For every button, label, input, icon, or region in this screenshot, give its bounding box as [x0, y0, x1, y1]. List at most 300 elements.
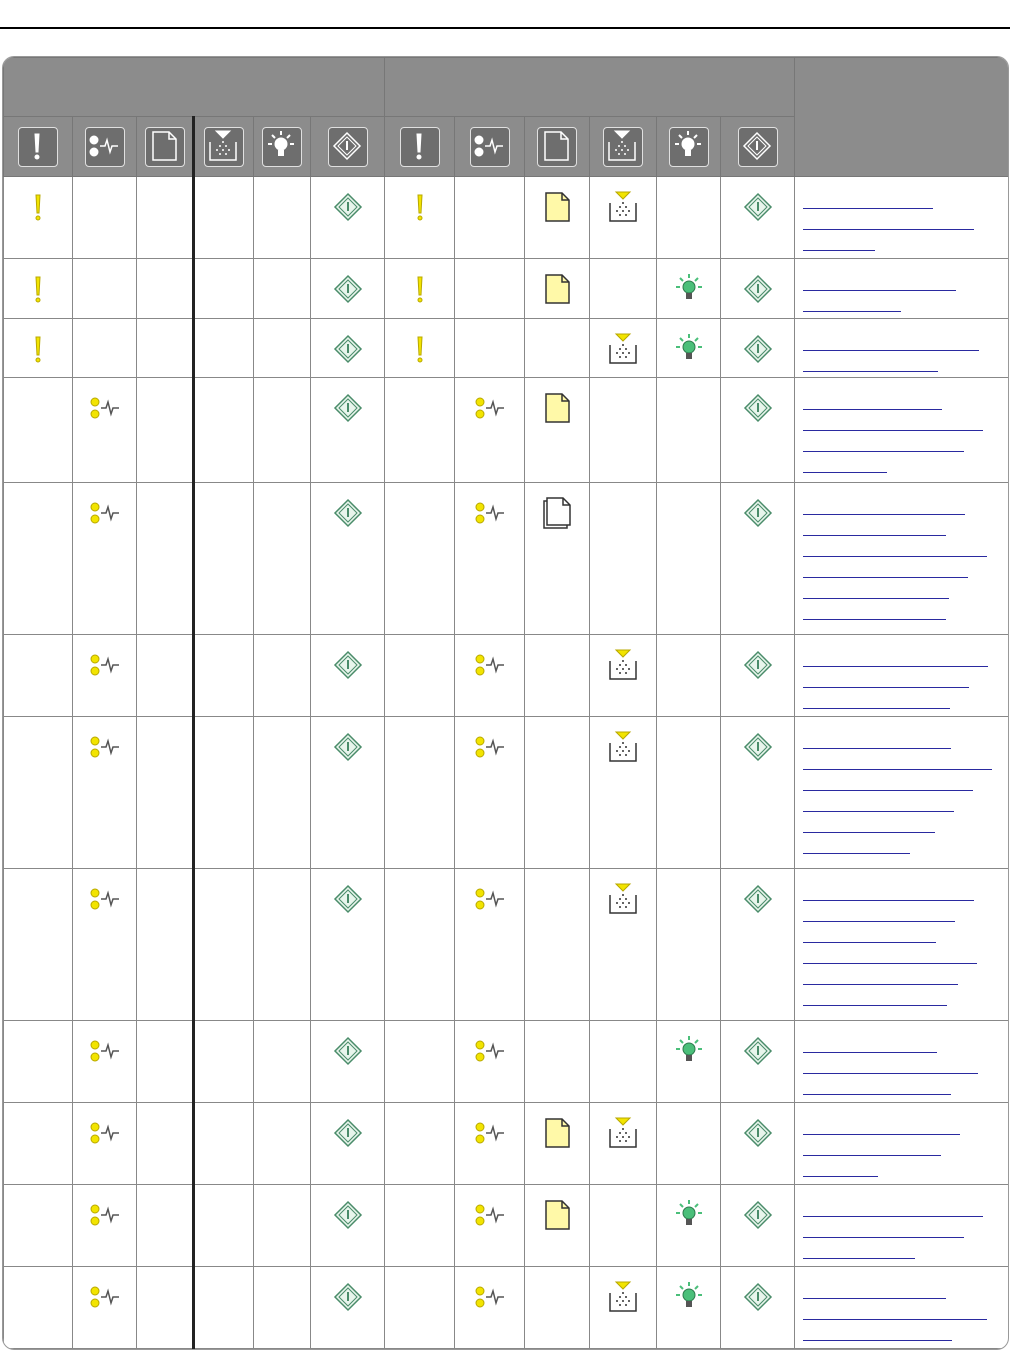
light-cell — [385, 177, 455, 259]
header-left-error-cell — [73, 117, 137, 177]
light-cell — [525, 1021, 590, 1103]
light-cell — [254, 1267, 311, 1349]
error-icon — [87, 1197, 123, 1238]
light-cell — [254, 635, 311, 717]
light-cell — [73, 483, 137, 635]
light-icon — [671, 1033, 707, 1074]
light-cell — [590, 1185, 657, 1267]
light-cell — [254, 378, 311, 483]
hyperlink-line[interactable] — [803, 409, 983, 431]
description-link-cell[interactable] — [795, 259, 1009, 319]
light-cell — [455, 177, 525, 259]
light-cell — [194, 1103, 254, 1185]
toner-icon — [204, 127, 244, 167]
light-cell — [657, 1267, 721, 1349]
hyperlink-line[interactable] — [803, 1298, 987, 1320]
error-icon — [87, 1033, 123, 1074]
alert-icon — [20, 271, 56, 312]
light-cell — [525, 378, 590, 483]
light-cell — [657, 1185, 721, 1267]
light-cell — [385, 1103, 455, 1185]
header-left-paper-cell — [137, 117, 194, 177]
light-cell — [657, 259, 721, 319]
alert-icon — [402, 271, 438, 312]
light-cell — [385, 1267, 455, 1349]
light-cell — [721, 259, 795, 319]
description-link-cell[interactable] — [795, 319, 1009, 378]
light-cell — [4, 869, 73, 1021]
header-right-toner-cell — [590, 117, 657, 177]
light-cell — [194, 319, 254, 378]
paper-icon — [145, 127, 185, 167]
hyperlink-line[interactable] — [803, 1113, 960, 1135]
hyperlink-line[interactable] — [803, 832, 910, 854]
paper-icon — [537, 127, 577, 167]
light-cell — [385, 1021, 455, 1103]
light-cell — [137, 717, 194, 869]
light-cell — [721, 378, 795, 483]
light-cell — [254, 1021, 311, 1103]
power-icon — [740, 390, 776, 431]
light-cell — [4, 1185, 73, 1267]
light-cell — [73, 869, 137, 1021]
light-cell — [194, 635, 254, 717]
header-group-right — [385, 58, 795, 117]
hyperlink-line[interactable] — [803, 556, 968, 578]
error-icon — [472, 390, 508, 431]
light-cell — [137, 869, 194, 1021]
light-cell — [254, 177, 311, 259]
light-cell — [455, 1267, 525, 1349]
light-cell — [525, 483, 590, 635]
power-icon — [740, 331, 776, 372]
description-link-cell[interactable] — [795, 1267, 1009, 1349]
light-cell — [590, 717, 657, 869]
light-cell — [137, 259, 194, 319]
light-cell — [590, 1103, 657, 1185]
paper-icon — [539, 271, 575, 312]
error-icon — [472, 495, 508, 536]
hyperlink-line[interactable] — [803, 963, 958, 985]
light-cell — [590, 319, 657, 378]
light-icon — [671, 1279, 707, 1320]
hyperlink-line[interactable] — [803, 666, 969, 688]
alert-icon — [20, 331, 56, 372]
description-link-cell[interactable] — [795, 483, 1009, 635]
toner-icon — [605, 1279, 641, 1320]
hyperlink-line[interactable] — [803, 229, 875, 251]
light-cell — [721, 1021, 795, 1103]
light-cell — [137, 319, 194, 378]
light-cell — [385, 378, 455, 483]
light-cell — [525, 1267, 590, 1349]
hyperlink-line[interactable] — [803, 811, 935, 833]
error-icon — [87, 495, 123, 536]
hyperlink-line[interactable] — [803, 984, 947, 1006]
hyperlink-line[interactable] — [803, 598, 946, 620]
error-icon — [85, 127, 125, 167]
light-cell — [311, 1267, 385, 1349]
toner-icon — [603, 127, 643, 167]
light-cell — [525, 259, 590, 319]
light-cell — [657, 483, 721, 635]
light-icon — [671, 1197, 707, 1238]
power-icon — [330, 1279, 366, 1320]
power-icon — [738, 127, 778, 167]
light-cell — [657, 635, 721, 717]
hyperlink-line[interactable] — [803, 269, 956, 291]
toner-icon — [605, 331, 641, 372]
error-icon — [470, 127, 510, 167]
toner-icon — [605, 189, 641, 230]
description-link-cell[interactable] — [795, 717, 1009, 869]
light-cell — [590, 378, 657, 483]
power-icon — [740, 1197, 776, 1238]
light-cell — [311, 483, 385, 635]
light-cell — [73, 319, 137, 378]
hyperlink-line[interactable] — [803, 900, 955, 922]
light-cell — [311, 1185, 385, 1267]
light-cell — [590, 635, 657, 717]
table-row — [4, 717, 1009, 869]
light-cell — [590, 259, 657, 319]
error-icon — [472, 1279, 508, 1320]
light-cell — [311, 635, 385, 717]
light-cell — [4, 483, 73, 635]
light-icon — [671, 331, 707, 372]
table-row — [4, 1103, 1009, 1185]
power-icon — [330, 881, 366, 922]
light-cell — [657, 1103, 721, 1185]
light-cell — [721, 483, 795, 635]
light-cell — [137, 1103, 194, 1185]
light-cell — [311, 319, 385, 378]
light-cell — [721, 635, 795, 717]
light-cell — [657, 177, 721, 259]
hyperlink-line[interactable] — [803, 187, 933, 209]
hyperlink-line[interactable] — [803, 208, 974, 230]
light-cell — [385, 635, 455, 717]
light-cell — [657, 319, 721, 378]
light-cell — [525, 319, 590, 378]
light-cell — [525, 869, 590, 1021]
error-icon — [87, 647, 123, 688]
light-cell — [194, 1185, 254, 1267]
alert-icon — [18, 127, 58, 167]
light-cell — [73, 717, 137, 869]
light-cell — [311, 1021, 385, 1103]
light-cell — [657, 378, 721, 483]
power-icon — [740, 881, 776, 922]
hyperlink-line[interactable] — [803, 769, 973, 791]
error-icon — [472, 1115, 508, 1156]
error-icon — [87, 729, 123, 770]
light-cell — [455, 717, 525, 869]
hyperlink-line[interactable] — [803, 290, 901, 312]
toner-icon — [605, 1115, 641, 1156]
light-cell — [385, 717, 455, 869]
power-icon — [740, 647, 776, 688]
error-icon — [87, 1115, 123, 1156]
hyperlink-line[interactable] — [803, 727, 951, 749]
light-cell — [194, 177, 254, 259]
header-left-toner-cell — [194, 117, 254, 177]
light-cell — [385, 869, 455, 1021]
hyperlink-line[interactable] — [803, 1073, 951, 1095]
hyperlink-line[interactable] — [803, 942, 977, 964]
power-icon — [330, 390, 366, 431]
hyperlink-line[interactable] — [803, 1195, 983, 1217]
light-cell — [254, 259, 311, 319]
light-cell — [4, 717, 73, 869]
hyperlink-line[interactable] — [803, 451, 887, 473]
hyperlink-line[interactable] — [803, 514, 946, 536]
light-cell — [657, 869, 721, 1021]
power-icon — [740, 1033, 776, 1074]
hyperlink-line[interactable] — [803, 1155, 878, 1177]
light-cell — [311, 717, 385, 869]
light-cell — [455, 483, 525, 635]
light-cell — [73, 177, 137, 259]
hyperlink-line[interactable] — [803, 687, 950, 709]
light-cell — [590, 869, 657, 1021]
header-left-light-cell — [254, 117, 311, 177]
power-icon — [330, 647, 366, 688]
alert-icon — [400, 127, 440, 167]
light-cell — [525, 1103, 590, 1185]
light-cell — [137, 378, 194, 483]
power-icon — [330, 189, 366, 230]
light-cell — [73, 1185, 137, 1267]
light-cell — [194, 1267, 254, 1349]
table-row — [4, 869, 1009, 1021]
light-cell — [137, 1021, 194, 1103]
power-icon — [330, 729, 366, 770]
alert-icon — [402, 189, 438, 230]
light-cell — [4, 1021, 73, 1103]
light-cell — [590, 1021, 657, 1103]
light-cell — [254, 483, 311, 635]
light-cell — [525, 1185, 590, 1267]
light-cell — [721, 1267, 795, 1349]
header-left-power-cell — [311, 117, 385, 177]
light-cell — [721, 1185, 795, 1267]
light-cell — [525, 717, 590, 869]
header-right-light-cell — [657, 117, 721, 177]
power-icon — [740, 1279, 776, 1320]
power-icon — [740, 495, 776, 536]
description-link-cell[interactable] — [795, 1021, 1009, 1103]
hyperlink-line[interactable] — [803, 1319, 952, 1341]
error-icon — [472, 1197, 508, 1238]
light-cell — [525, 635, 590, 717]
table-row — [4, 177, 1009, 259]
alert-icon — [402, 331, 438, 372]
table-row — [4, 1185, 1009, 1267]
light-cell — [385, 319, 455, 378]
light-cell — [455, 378, 525, 483]
top-rule — [0, 27, 1010, 29]
paper-stack-icon — [539, 495, 575, 536]
light-cell — [73, 378, 137, 483]
header-left-alert-cell — [4, 117, 73, 177]
light-cell — [137, 1185, 194, 1267]
hyperlink-line[interactable] — [803, 921, 936, 943]
hyperlink-line[interactable] — [803, 748, 992, 770]
light-cell — [254, 1185, 311, 1267]
header-right-alert-cell — [385, 117, 455, 177]
light-cell — [137, 483, 194, 635]
light-cell — [4, 378, 73, 483]
light-cell — [455, 1103, 525, 1185]
light-cell — [721, 177, 795, 259]
power-icon — [330, 1197, 366, 1238]
light-cell — [721, 1103, 795, 1185]
table-row — [4, 1021, 1009, 1103]
light-cell — [455, 635, 525, 717]
header-right-paper-cell — [525, 117, 590, 177]
hyperlink-line[interactable] — [803, 1134, 941, 1156]
light-cell — [254, 869, 311, 1021]
light-cell — [525, 177, 590, 259]
light-icon — [262, 127, 302, 167]
light-cell — [311, 378, 385, 483]
light-cell — [657, 717, 721, 869]
light-cell — [73, 635, 137, 717]
light-cell — [311, 1103, 385, 1185]
light-cell — [455, 1021, 525, 1103]
light-cell — [194, 1021, 254, 1103]
description-link-cell[interactable] — [795, 1185, 1009, 1267]
light-cell — [4, 177, 73, 259]
hyperlink-line[interactable] — [803, 1031, 937, 1053]
power-icon — [328, 127, 368, 167]
header-right-error-cell — [455, 117, 525, 177]
light-cell — [254, 717, 311, 869]
error-icon — [87, 881, 123, 922]
paper-icon — [539, 1115, 575, 1156]
hyperlink-line[interactable] — [803, 1216, 964, 1238]
power-icon — [740, 729, 776, 770]
light-cell — [721, 319, 795, 378]
status-light-table — [2, 56, 1009, 1350]
paper-icon — [539, 1197, 575, 1238]
hyperlink-line[interactable] — [803, 577, 949, 599]
table-row — [4, 483, 1009, 635]
hyperlink-line[interactable] — [803, 1052, 978, 1074]
light-cell — [455, 319, 525, 378]
table-row — [4, 635, 1009, 717]
power-icon — [740, 189, 776, 230]
description-link-cell[interactable] — [795, 1103, 1009, 1185]
light-cell — [721, 869, 795, 1021]
header-group-left — [4, 58, 385, 117]
light-cell — [4, 259, 73, 319]
description-link-cell[interactable] — [795, 177, 1009, 259]
paper-icon — [539, 189, 575, 230]
light-cell — [4, 1103, 73, 1185]
power-icon — [330, 1115, 366, 1156]
hyperlink-line[interactable] — [803, 1237, 915, 1259]
light-cell — [455, 259, 525, 319]
light-cell — [254, 319, 311, 378]
error-icon — [472, 1033, 508, 1074]
power-icon — [740, 1115, 776, 1156]
light-cell — [4, 319, 73, 378]
light-sequence-table — [3, 57, 1009, 1349]
error-icon — [87, 390, 123, 431]
light-cell — [311, 177, 385, 259]
light-cell — [590, 1267, 657, 1349]
light-icon — [669, 127, 709, 167]
table-row — [4, 259, 1009, 319]
power-icon — [330, 1033, 366, 1074]
light-cell — [385, 259, 455, 319]
description-link-cell[interactable] — [795, 869, 1009, 1021]
hyperlink-line[interactable] — [803, 430, 964, 452]
hyperlink-line[interactable] — [803, 350, 938, 372]
paper-icon — [539, 390, 575, 431]
hyperlink-line[interactable] — [803, 493, 965, 515]
light-cell — [194, 717, 254, 869]
description-link-cell[interactable] — [795, 378, 1009, 483]
light-cell — [455, 1185, 525, 1267]
toner-icon — [605, 647, 641, 688]
light-cell — [194, 259, 254, 319]
light-cell — [590, 483, 657, 635]
hyperlink-line[interactable] — [803, 1277, 946, 1299]
description-link-cell[interactable] — [795, 635, 1009, 717]
table-row — [4, 378, 1009, 483]
light-cell — [311, 869, 385, 1021]
error-icon — [87, 1279, 123, 1320]
hyperlink-line[interactable] — [803, 388, 942, 410]
table-row — [4, 319, 1009, 378]
power-icon — [330, 331, 366, 372]
light-icon — [671, 271, 707, 312]
hyperlink-line[interactable] — [803, 535, 987, 557]
light-cell — [73, 1267, 137, 1349]
light-cell — [385, 483, 455, 635]
light-cell — [194, 869, 254, 1021]
toner-icon — [605, 729, 641, 770]
hyperlink-line[interactable] — [803, 879, 974, 901]
header-right-power-cell — [721, 117, 795, 177]
error-icon — [472, 647, 508, 688]
hyperlink-line[interactable] — [803, 790, 954, 812]
hyperlink-line[interactable] — [803, 329, 979, 351]
light-cell — [4, 1267, 73, 1349]
light-cell — [137, 177, 194, 259]
header-group-description — [795, 58, 1009, 177]
light-cell — [137, 1267, 194, 1349]
error-icon — [472, 729, 508, 770]
light-cell — [657, 1021, 721, 1103]
light-cell — [73, 1103, 137, 1185]
light-cell — [137, 635, 194, 717]
light-cell — [254, 1103, 311, 1185]
power-icon — [330, 495, 366, 536]
power-icon — [740, 271, 776, 312]
table-row — [4, 1267, 1009, 1349]
power-icon — [330, 271, 366, 312]
hyperlink-line[interactable] — [803, 645, 988, 667]
alert-icon — [20, 189, 56, 230]
light-cell — [4, 635, 73, 717]
light-cell — [385, 1185, 455, 1267]
light-cell — [590, 177, 657, 259]
toner-icon — [605, 881, 641, 922]
